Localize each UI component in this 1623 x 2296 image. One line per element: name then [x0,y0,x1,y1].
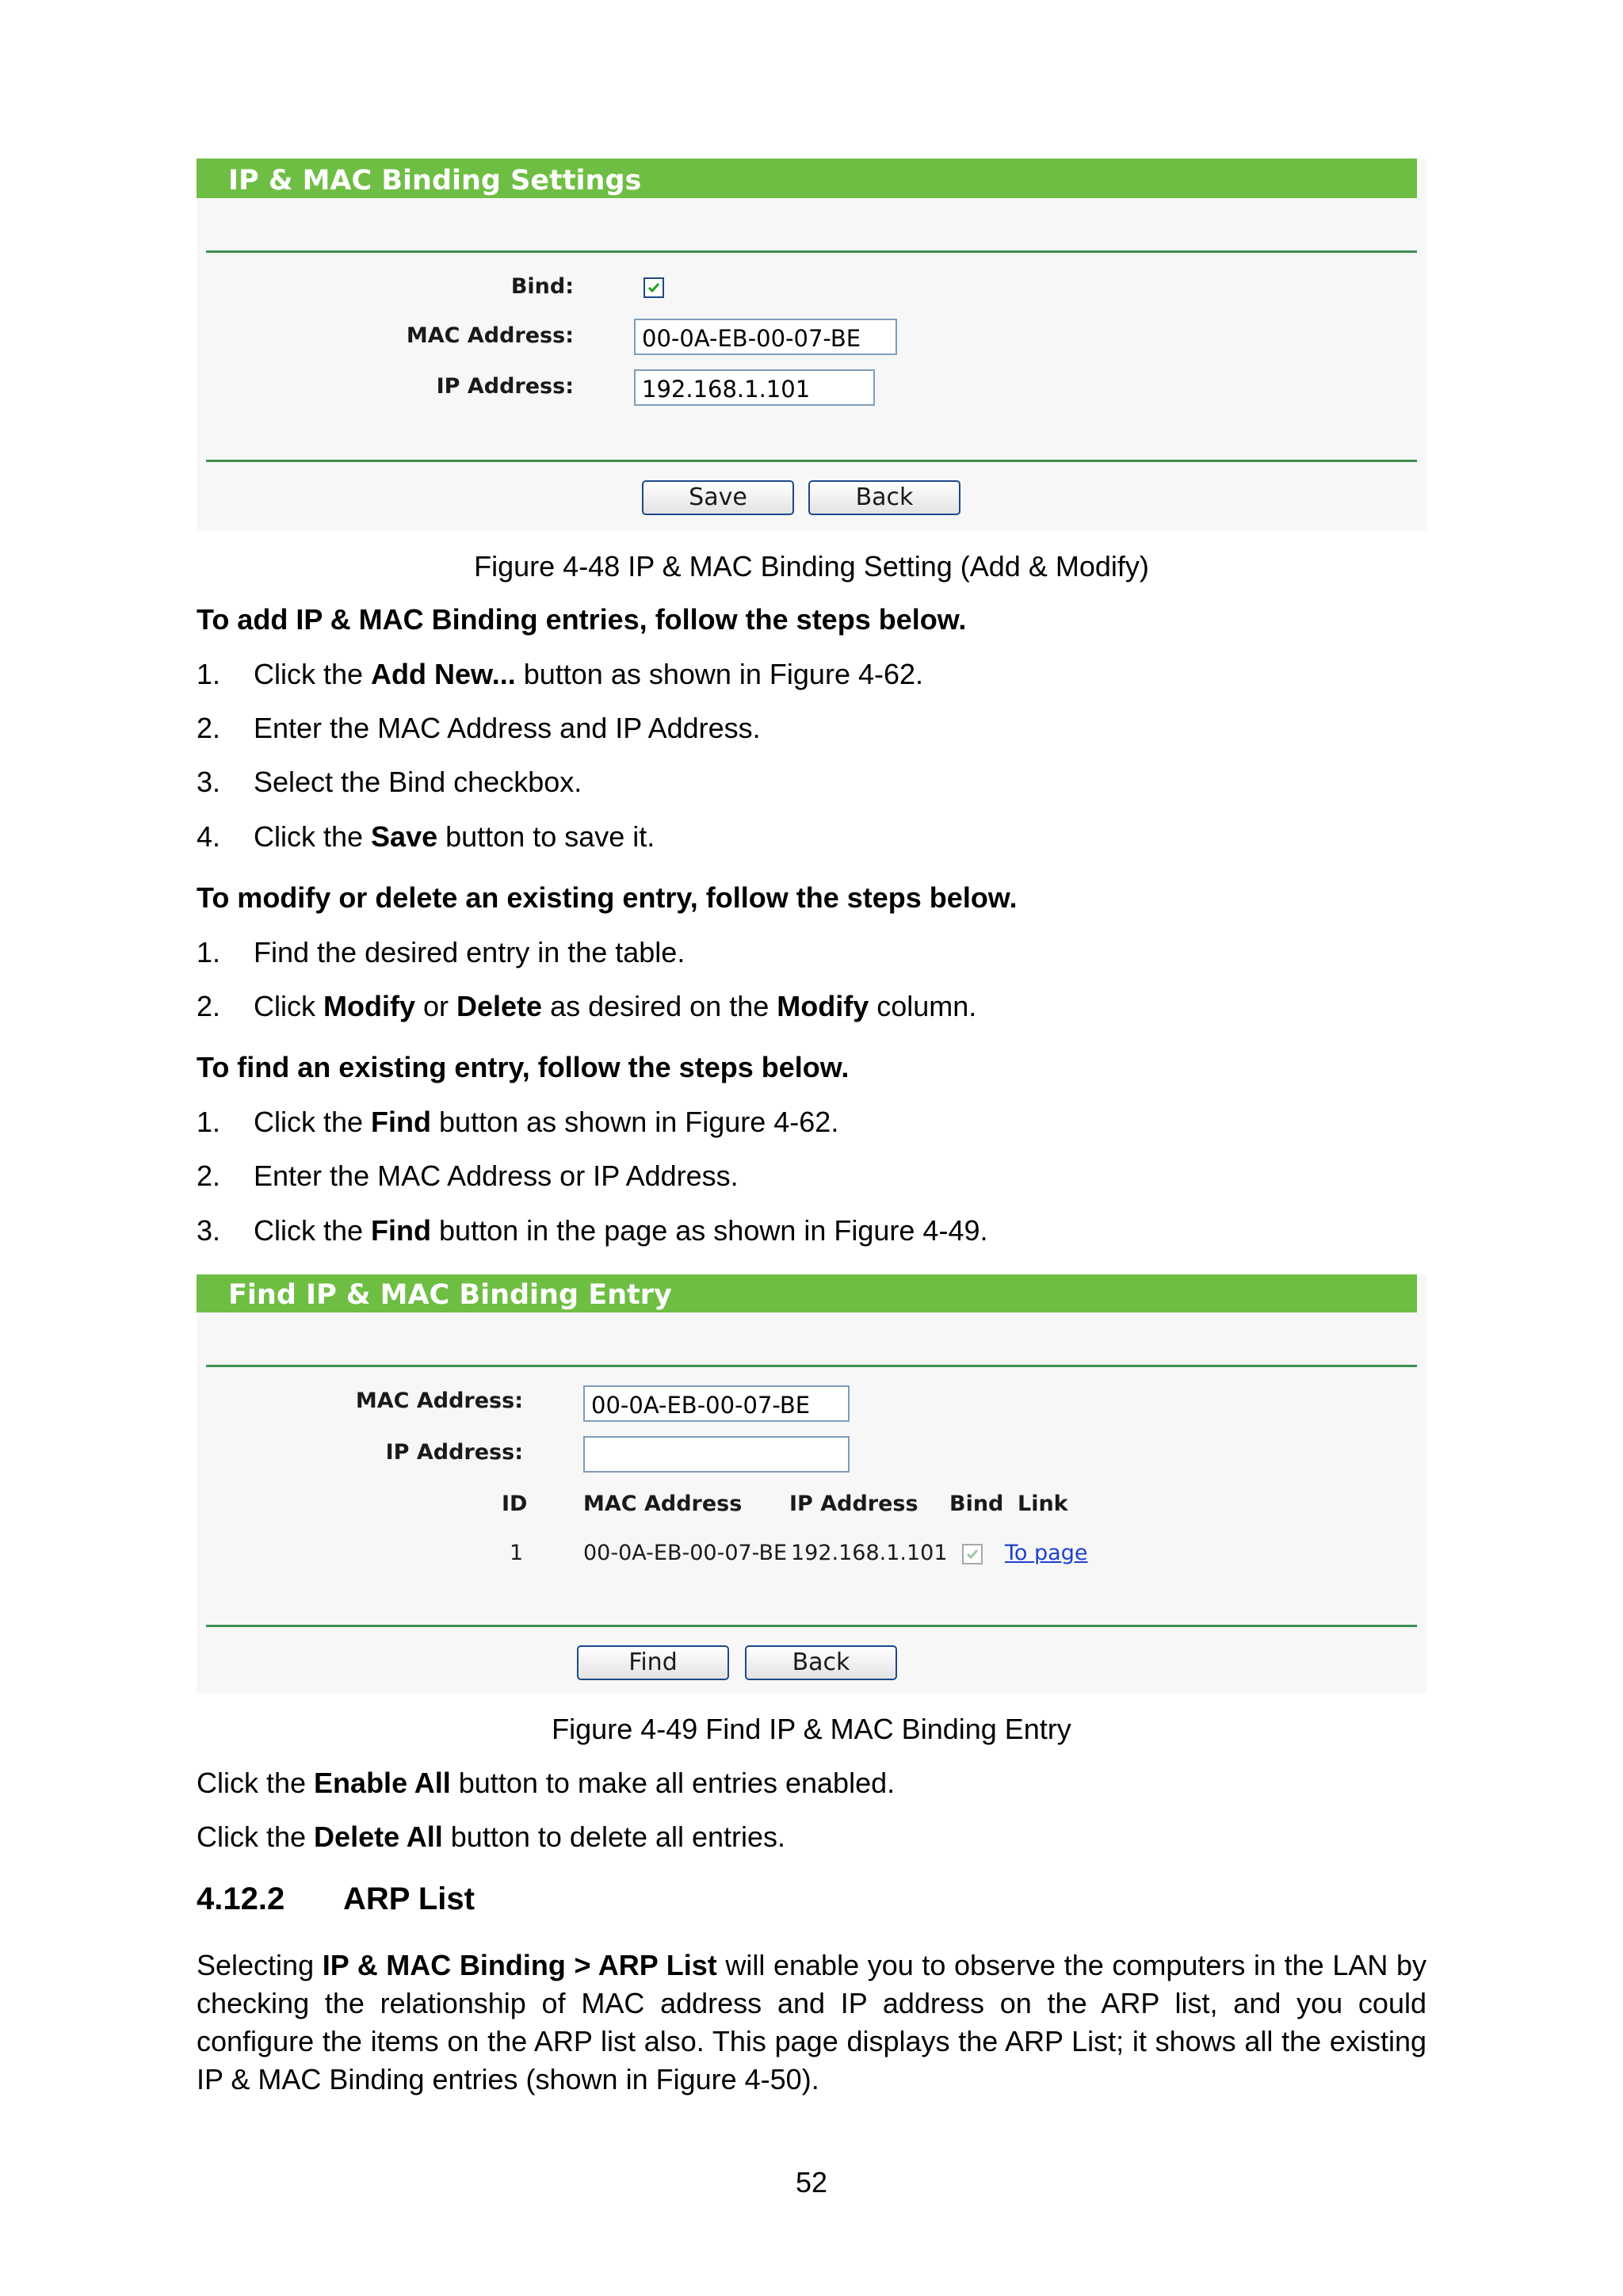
mac-address-input[interactable]: 00-0A-EB-00-07-BE [583,1385,850,1422]
row-id: 1 [510,1541,524,1565]
column-header-link: Link [1018,1492,1068,1516]
checkmark-icon [965,1547,980,1561]
divider [206,1625,1417,1627]
panel-header [197,1274,1417,1312]
page-number: 52 [795,2166,828,2199]
divider [206,250,1417,253]
find-button[interactable]: Find [577,1645,729,1680]
modify-steps-heading: To modify or delete an existing entry, follow the steps below. [197,881,1018,914]
mac-address-label: MAC Address: [406,323,574,348]
list-item: 1. Click the Add New... button as shown in Figure 4-62. [197,658,924,690]
figure-caption: Figure 4-49 Find IP & MAC Binding Entry [552,1713,1071,1745]
list-item: 3. Click the Find button in the page as shown in Figure 4-49. [197,1214,988,1247]
bind-checkbox[interactable] [643,277,664,298]
back-button[interactable]: Back [808,480,960,515]
arp-paragraph: Selecting IP & MAC Binding > ARP List will enable you to observe the computers in the LAN by checking the relationship of MAC address and IP address on the ARP list, and you could configure the items on the ARP list also. This page displays the ARP List; it shows all the existing IP & MAC Binding entries (shown in Figure 4-50). [197,1949,1426,2095]
ip-address-label: IP Address: [436,374,574,399]
bind-label: Bind: [510,274,574,299]
ip-mac-binding-settings-panel [197,159,1426,531]
column-header-mac: MAC Address [583,1492,743,1516]
panel-title: Find IP & MAC Binding Entry [228,1279,672,1311]
section-number: 4.12.2 [197,1881,285,1916]
divider [206,460,1417,462]
find-ip-mac-binding-panel [197,1274,1426,1693]
list-item: 2. Click Modify or Delete as desired on the Modify column. [197,990,977,1022]
enable-all-text: Click the Enable All button to make all entries enabled. [197,1767,896,1799]
mac-address-label: MAC Address: [355,1389,523,1413]
find-steps-heading: To find an existing entry, follow the steps below. [197,1051,850,1083]
ip-address-input[interactable]: 192.168.1.101 [634,369,875,406]
list-item: 1. Click the Find button as shown in Figure 4-62. [197,1106,839,1138]
delete-all-text: Click the Delete All button to delete all entries. [197,1820,786,1853]
section-heading [197,1881,475,1917]
figure-caption: Figure 4-48 IP & MAC Binding Setting (Add & Modify) [474,550,1149,583]
ip-address-input[interactable] [583,1436,850,1473]
back-button[interactable]: Back [745,1645,897,1680]
column-header-ip: IP Address [789,1492,918,1516]
panel-header [197,159,1417,198]
mac-address-input[interactable]: 00-0A-EB-00-07-BE [634,319,897,355]
column-header-id: ID [502,1492,528,1516]
section-title: ARP List [343,1881,475,1916]
list-item: 2. Enter the MAC Address or IP Address. [197,1159,739,1192]
row-bind-checkbox[interactable] [962,1544,983,1564]
row-ip: 192.168.1.101 [791,1541,948,1565]
add-steps-heading: To add IP & MAC Binding entries, follow the steps below. [197,603,967,636]
ip-address-label: IP Address: [385,1440,523,1465]
row-mac: 00-0A-EB-00-07-BE [583,1541,788,1565]
column-header-bind: Bind [949,1492,1004,1516]
divider [206,1365,1417,1367]
save-button[interactable]: Save [642,480,794,515]
list-item: 1. Find the desired entry in the table. [197,936,685,968]
checkmark-icon [647,281,661,295]
list-item: 3. Select the Bind checkbox. [197,766,582,798]
list-item: 4. Click the Save button to save it. [197,820,655,853]
to-page-link[interactable]: To page [1005,1541,1088,1565]
list-item: 2. Enter the MAC Address and IP Address. [197,712,761,744]
panel-title: IP & MAC Binding Settings [228,165,642,197]
